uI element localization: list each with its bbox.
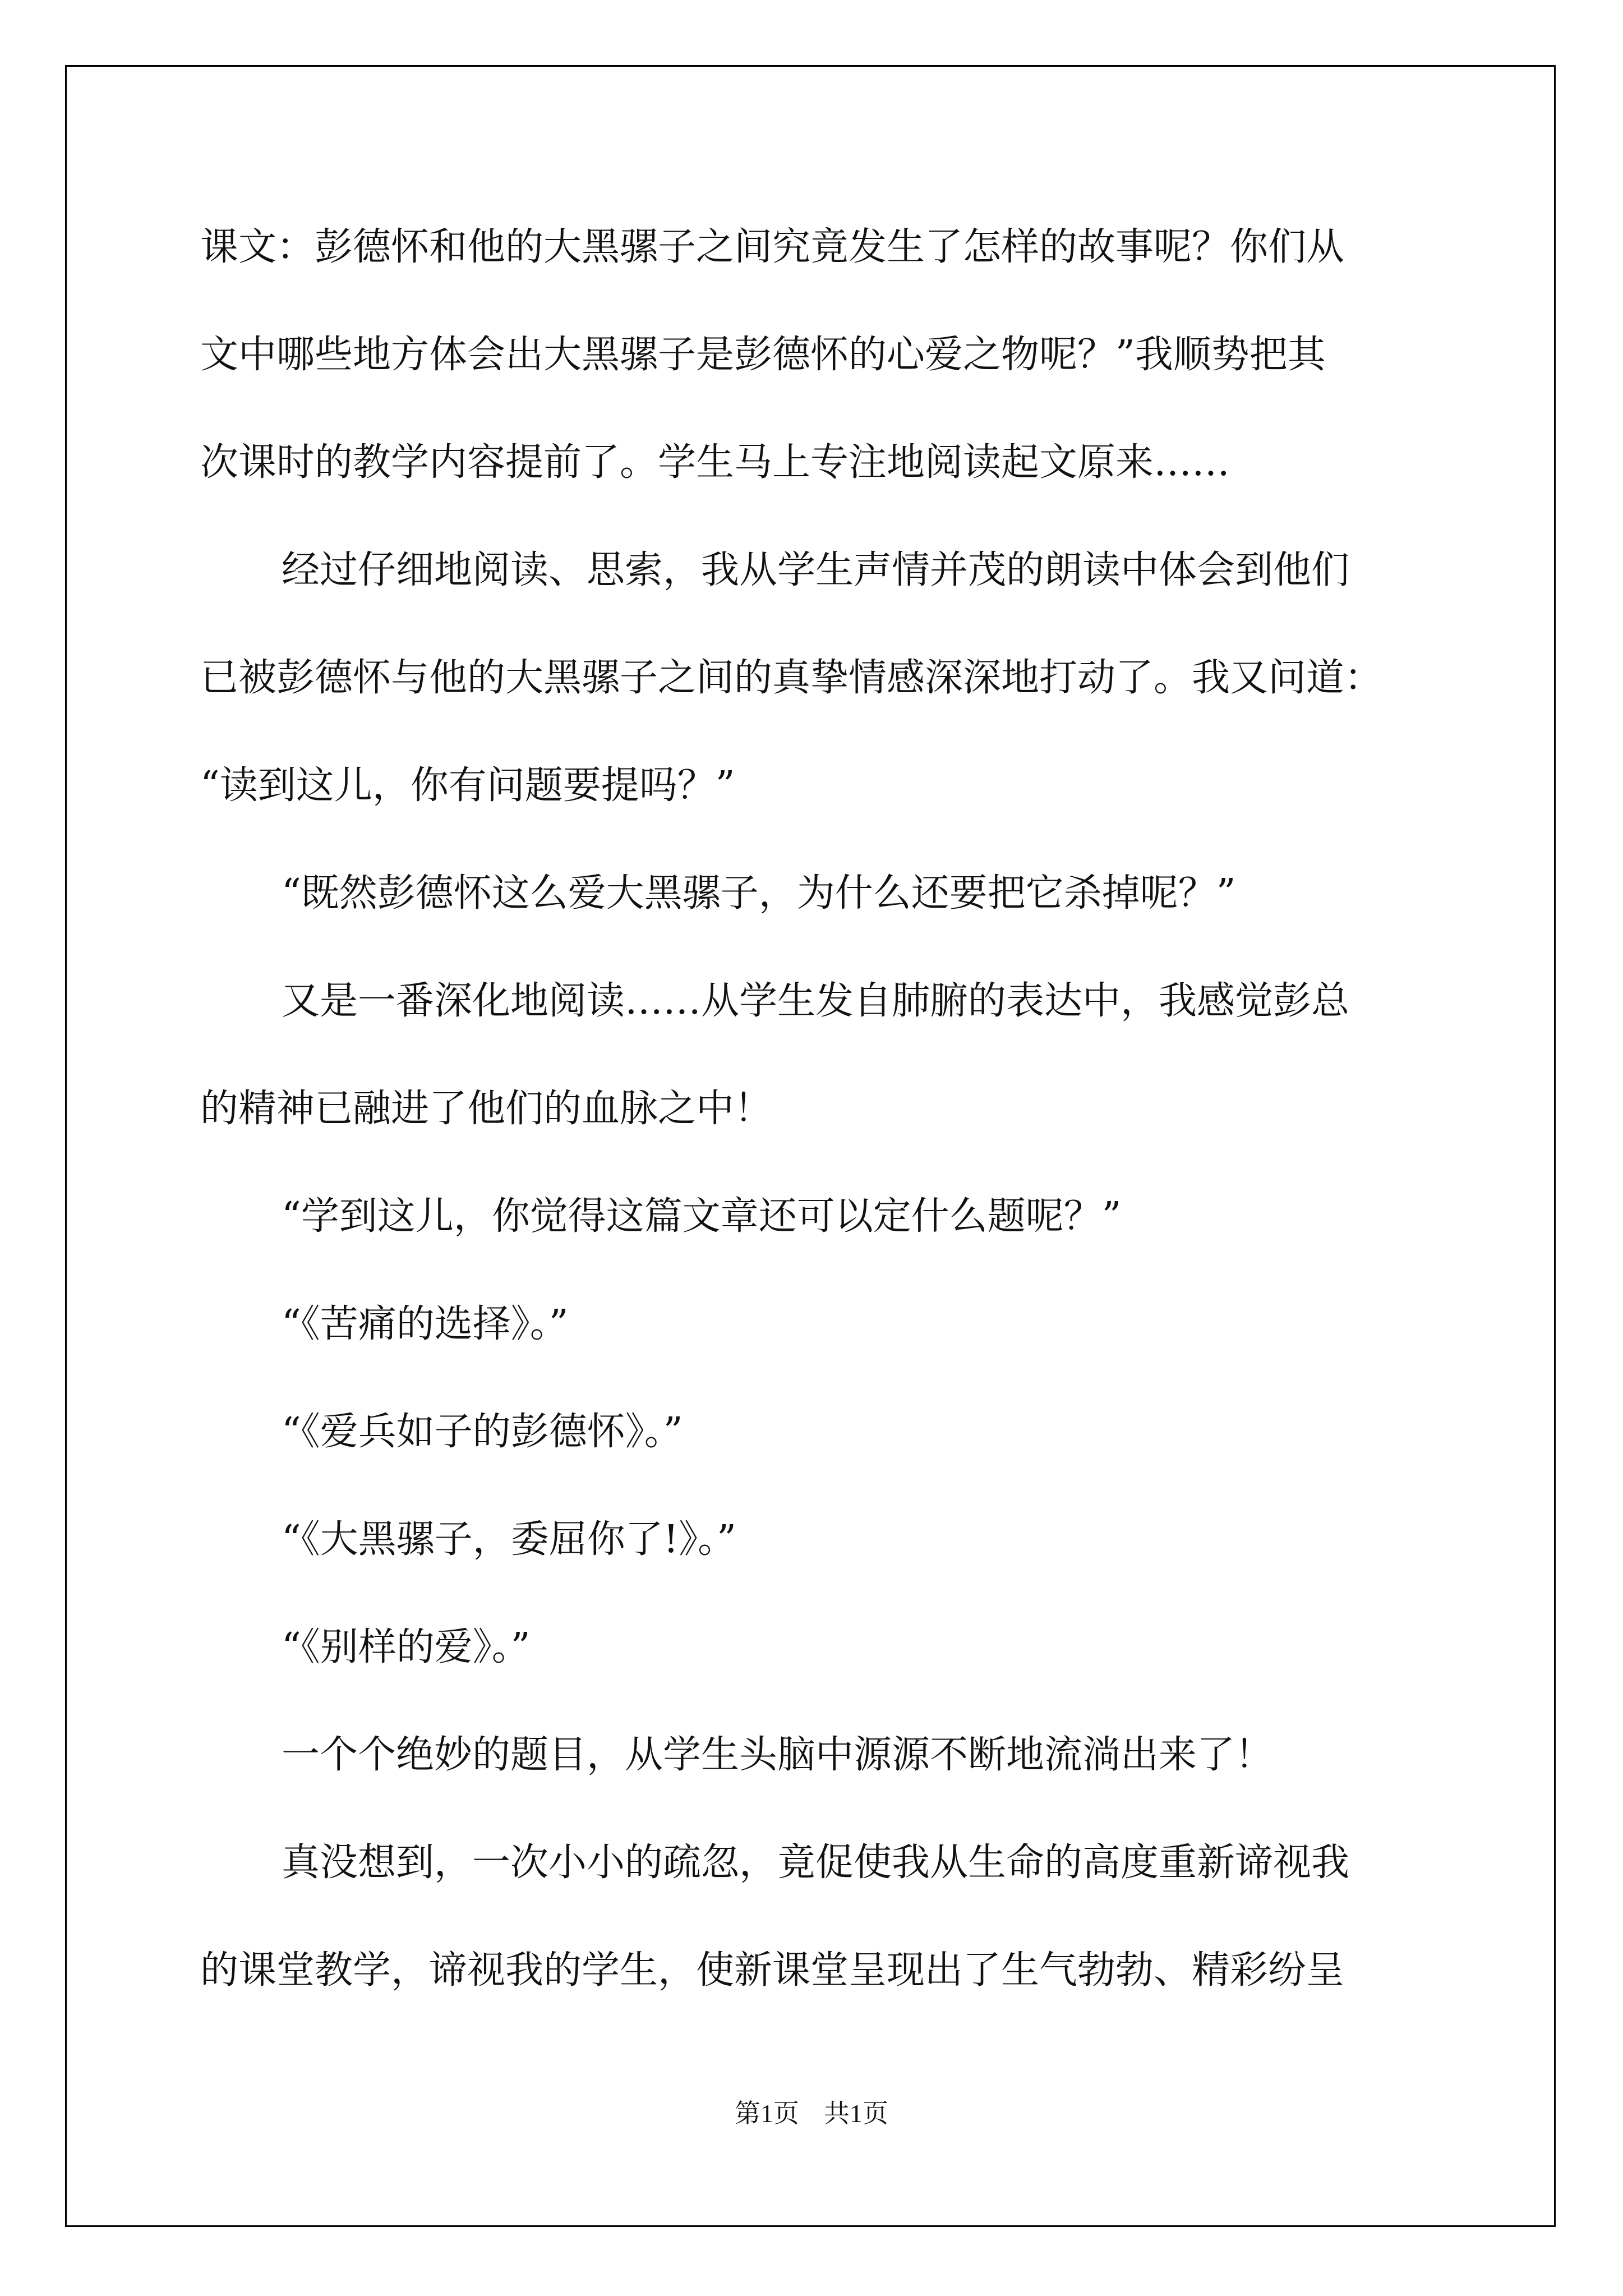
paragraph-start-line: “《大黑骡子，委屈你了!》。” — [282, 1517, 736, 1562]
paragraph-start-line: 真没想到，一次小小的疏忽，竟促使我从生命的高度重新谛视我 — [282, 1841, 1350, 1885]
text-line: 课文：彭德怀和他的大黑骡子之间究竟发生了怎样的故事呢？你们从 — [200, 225, 1345, 269]
paragraph-start-line: 经过仔细地阅读、思索，我从学生声情并茂的朗读中体会到他们 — [282, 548, 1350, 592]
page-footer — [0, 2097, 1623, 2131]
paragraph-start-line: “既然彭德怀这么爱大黑骡子，为什么还要把它杀掉呢？” — [282, 871, 1236, 915]
page-number-total: 共1页 — [824, 2099, 888, 2128]
text-line: 的精神已融进了他们的血脉之中！ — [200, 1087, 773, 1131]
paragraph-start-line: “《别样的爱》。” — [282, 1625, 531, 1669]
paragraph-start-line: “《苦痛的选择》。” — [282, 1302, 569, 1346]
paragraph-start-line: “《爱兵如子的彭德怀》。” — [282, 1410, 683, 1454]
document-body — [200, 194, 1434, 2024]
text-line: “读到这儿，你有问题要提吗？” — [200, 763, 735, 808]
paragraph-start-line: “学到这儿，你觉得这篇文章还可以定什么题呢？” — [282, 1194, 1122, 1239]
text-line: 的课堂教学，谛视我的学生，使新课堂呈现出了生气勃勃、精彩纷呈 — [200, 1948, 1345, 1993]
page-number-current: 第1页 — [735, 2099, 799, 2128]
paragraph-start-line: 一个个绝妙的题目，从学生头脑中源源不断地流淌出来了！ — [282, 1733, 1274, 1777]
text-line: 已被彭德怀与他的大黑骡子之间的真挚情感深深地打动了。我又问道： — [200, 656, 1383, 700]
paragraph-start-line: 又是一番深化地阅读……从学生发自肺腑的表达中，我感觉彭总 — [282, 979, 1350, 1023]
text-line: 文中哪些地方体会出大黑骡子是彭德怀的心爱之物呢？”我顺势把其 — [200, 333, 1326, 377]
text-line: 次课时的教学内容提前了。学生马上专注地阅读起文原来…… — [200, 440, 1230, 485]
